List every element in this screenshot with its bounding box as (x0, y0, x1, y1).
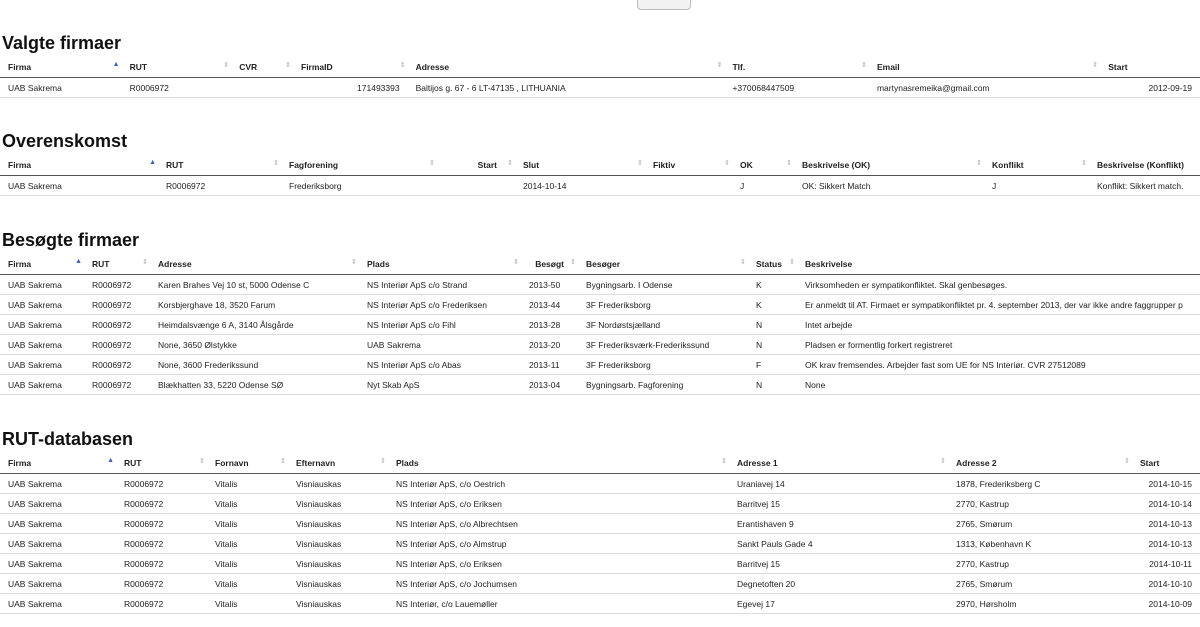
sort-icon: ⇕ (142, 259, 148, 266)
column-header-rut[interactable]: RUT ⇕ (84, 253, 150, 275)
cell-adresse-1: Barritvej 15 (729, 554, 948, 574)
cell-firma: UAB Sakrema (0, 574, 116, 594)
cell-firmaid: 171493393 (293, 78, 408, 98)
cell-adresse: Heimdalsvænge 6 A, 3140 Ålsgårde (150, 315, 359, 335)
cell-start: 2014-10-15 (1132, 474, 1200, 494)
column-header-fagforening[interactable]: Fagforening ⇕ (281, 154, 437, 176)
cell-fiktiv (645, 176, 732, 196)
column-header-efternavn[interactable]: Efternavn ⇕ (288, 452, 388, 474)
cell-plads: NS Interiør ApS c/o Strand (359, 275, 521, 295)
column-header-adresse[interactable]: Adresse ⇕ (150, 253, 359, 275)
cell-rut: R0006972 (116, 514, 207, 534)
sort-icon: ⇕ (399, 62, 406, 69)
cell-efternavn: Visniauskas (288, 494, 388, 514)
cell-adresse-1: Egevej 17 (729, 594, 948, 614)
sort-icon: ⇕ (789, 259, 795, 266)
column-header-konflikt[interactable]: Konflikt ⇕ (984, 154, 1089, 176)
table-row[interactable] (0, 554, 1200, 574)
cell-firma: UAB Sakrema (0, 474, 116, 494)
cell-rut: R0006972 (84, 315, 150, 335)
cell-rut: R0006972 (116, 574, 207, 594)
cell-besogt: 2013-44 (521, 295, 578, 315)
cell-efternavn: Visniauskas (288, 554, 388, 574)
cell-plads: NS Interiør ApS c/o Abas (359, 355, 521, 375)
cell-plads: NS Interiør ApS, c/o Eriksen (388, 494, 729, 514)
cell-fornavn: Vitalis (207, 574, 288, 594)
cell-plads: NS Interiør ApS, c/o Jochumsen (388, 574, 729, 594)
cell-firma: UAB Sakrema (0, 375, 84, 395)
cell-fornavn: Vitalis (207, 474, 288, 494)
cell-adresse: Karen Brahes Vej 10 st, 5000 Odense C (150, 275, 359, 295)
cell-beskrivelse: Virksomheden er sympatikonfliktet. Skal genbesøges. (797, 275, 1200, 295)
section-title: Valgte firmaer (2, 33, 122, 53)
column-header-rut[interactable]: RUT ⇕ (122, 56, 232, 78)
sort-asc-icon: ▲ (149, 159, 156, 166)
cell-fornavn: Vitalis (207, 514, 288, 534)
cell-plads: NS Interiør ApS c/o Frederiksen (359, 295, 521, 315)
cell-besogt: 2013-20 (521, 335, 578, 355)
cell-tlf: +370068447509 (724, 78, 869, 98)
cell-status: F (748, 355, 797, 375)
header-row (0, 154, 1200, 176)
table-row[interactable] (0, 494, 1200, 514)
cell-rut: R0006972 (84, 275, 150, 295)
sort-icon: ⇕ (637, 160, 643, 167)
cell-start: 2012-09-19 (1100, 78, 1200, 98)
table-row[interactable] (0, 534, 1200, 554)
sort-icon: ⇕ (570, 259, 576, 266)
table-row[interactable] (0, 594, 1200, 614)
cell-firma: UAB Sakrema (0, 176, 158, 196)
sort-icon: ⇕ (721, 458, 727, 465)
column-header-besogt[interactable]: Besøgt ⇕ (521, 253, 578, 275)
column-header-beskrivelse[interactable]: Beskrivelse (797, 253, 1200, 275)
table-row[interactable] (0, 335, 1200, 355)
sort-icon: ⇕ (716, 62, 723, 69)
cell-firma: UAB Sakrema (0, 534, 116, 554)
sort-icon: ⇕ (351, 259, 357, 266)
cell-plads: NS Interiør ApS, c/o Eriksen (388, 554, 729, 574)
sort-icon: ⇕ (786, 160, 792, 167)
cell-fornavn: Vitalis (207, 594, 288, 614)
cell-rut: R0006972 (84, 295, 150, 315)
table-row[interactable] (0, 355, 1200, 375)
cell-start: 2014-10-10 (1132, 574, 1200, 594)
sort-icon: ⇕ (1081, 160, 1087, 167)
table-row[interactable] (0, 574, 1200, 594)
cell-rut: R0006972 (116, 554, 207, 574)
cell-adresse-2: 1878, Frederiksberg C (948, 474, 1132, 494)
column-header-adresse-1[interactable]: Adresse 1 ⇕ (729, 452, 948, 474)
section-besogte-firmaer (0, 227, 1200, 395)
sort-icon: ⇕ (280, 458, 286, 465)
cell-rut: R0006972 (158, 176, 281, 196)
table-row[interactable] (0, 514, 1200, 534)
cell-status: N (748, 315, 797, 335)
cell-firma: UAB Sakrema (0, 355, 84, 375)
column-header-firma[interactable]: Firma ▲ (0, 253, 84, 275)
sort-icon: ⇕ (940, 458, 946, 465)
cell-efternavn: Visniauskas (288, 594, 388, 614)
column-header-adresse-2[interactable]: Adresse 2 ⇕ (948, 452, 1132, 474)
cell-rut: R0006972 (84, 355, 150, 375)
cell-plads: NS Interiør, c/o Lauemøller (388, 594, 729, 614)
cell-status: K (748, 295, 797, 315)
table-row[interactable] (0, 295, 1200, 315)
cell-besoger: 3F Frederiksværk-Frederikssund (578, 335, 748, 355)
sort-icon: ⇕ (223, 62, 230, 69)
cell-adresse-2: 1313, København K (948, 534, 1132, 554)
sort-icon: ⇕ (273, 160, 279, 167)
sort-asc-icon: ▲ (112, 61, 120, 68)
column-header-plads[interactable]: Plads ⇕ (359, 253, 521, 275)
column-header-slut[interactable]: Slut ⇕ (515, 154, 645, 176)
cell-firma: UAB Sakrema (0, 335, 84, 355)
cell-beskrivelse: OK krav fremsendes. Arbejder fast som UE for NS Interiør. CVR 27512089 (797, 355, 1200, 375)
column-header-firma[interactable]: Firma ▲ (0, 154, 158, 176)
cell-status: K (748, 275, 797, 295)
cell-rut: R0006972 (116, 534, 207, 554)
column-header-adresse[interactable]: Adresse ⇕ (408, 56, 725, 78)
cell-fornavn: Vitalis (207, 534, 288, 554)
cell-slut: 2014-10-14 (515, 176, 645, 196)
column-header-firma[interactable]: Firma ▲ (0, 452, 116, 474)
sort-icon: ⇕ (429, 160, 435, 167)
cell-adresse-2: 2765, Smørum (948, 574, 1132, 594)
cell-firma: UAB Sakrema (0, 315, 84, 335)
cell-efternavn: Visniauskas (288, 474, 388, 494)
cell-adresse-2: 2765, Smørum (948, 514, 1132, 534)
cell-besogt: 2013-28 (521, 315, 578, 335)
cell-start: 2014-10-13 (1132, 514, 1200, 534)
cell-besogt: 2013-04 (521, 375, 578, 395)
cell-efternavn: Visniauskas (288, 514, 388, 534)
cell-besoger: 3F Nordøstsjælland (578, 315, 748, 335)
cell-fornavn: Vitalis (207, 494, 288, 514)
sort-asc-icon: ▲ (75, 258, 82, 265)
cell-adresse-1: Uraniavej 14 (729, 474, 948, 494)
table-row[interactable] (0, 375, 1200, 395)
column-header-rut[interactable]: RUT ⇕ (116, 452, 207, 474)
cell-rut: R0006972 (122, 78, 232, 98)
cell-adresse: None, 3650 Ølstykke (150, 335, 359, 355)
cell-adresse-1: Erantishaven 9 (729, 514, 948, 534)
cell-adresse: Korsbjerghave 18, 3520 Farum (150, 295, 359, 315)
cell-beskrivelse-ok: OK: Sikkert Match (794, 176, 984, 196)
cell-status: N (748, 335, 797, 355)
cell-firma: UAB Sakrema (0, 275, 84, 295)
column-header-firmaid[interactable]: FirmaID ⇕ (293, 56, 408, 78)
cell-efternavn: Visniauskas (288, 534, 388, 554)
cell-adresse-1: Degnetoften 20 (729, 574, 948, 594)
cell-plads: NS Interiør ApS, c/o Albrechtsen (388, 514, 729, 534)
cell-efternavn: Visniauskas (288, 574, 388, 594)
cell-besoger: 3F Frederiksborg (578, 295, 748, 315)
cell-status: N (748, 375, 797, 395)
cell-rut: R0006972 (84, 375, 150, 395)
table-row[interactable] (0, 474, 1200, 494)
cell-rut: R0006972 (116, 474, 207, 494)
cell-plads: NS Interiør ApS, c/o Oestrich (388, 474, 729, 494)
cell-beskrivelse: Pladsen er formentlig forkert registreret (797, 335, 1200, 355)
column-header-plads[interactable]: Plads ⇕ (388, 452, 729, 474)
cell-plads: NS Interiør ApS, c/o Almstrup (388, 534, 729, 554)
sort-icon: ⇕ (976, 160, 982, 167)
section-title: Besøgte firmaer (2, 230, 140, 250)
cell-rut: R0006972 (116, 494, 207, 514)
cell-start: 2014-10-13 (1132, 534, 1200, 554)
top-button[interactable] (637, 0, 691, 10)
cell-ok: J (732, 176, 794, 196)
sort-icon: ⇕ (1124, 458, 1130, 465)
sort-icon: ⇕ (285, 62, 291, 69)
cell-adresse: Baltijos g. 67 - 6 LT-47135 , LITHUANIA (408, 78, 725, 98)
column-header-besoger[interactable]: Besøger ⇕ (578, 253, 748, 275)
cell-besoger: Bygningsarb. I Odense (578, 275, 748, 295)
cell-start: 2014-10-14 (1132, 494, 1200, 514)
header-row (0, 253, 1200, 275)
column-header-start[interactable]: Start (1100, 56, 1200, 78)
header-row (0, 56, 1200, 78)
cell-konflikt: J (984, 176, 1089, 196)
section-rut-databasen (0, 426, 1200, 614)
sort-icon: ⇕ (1092, 62, 1099, 69)
valgte-firmaer-table (0, 56, 1200, 98)
cell-adresse-2: 2970, Hørsholm (948, 594, 1132, 614)
cell-plads: UAB Sakrema (359, 335, 521, 355)
column-header-firma[interactable]: Firma ▲ (0, 56, 122, 78)
sort-icon: ⇕ (513, 259, 519, 266)
cell-adresse-1: Sankt Pauls Gade 4 (729, 534, 948, 554)
cell-fagforening: Frederiksborg (281, 176, 437, 196)
column-header-email[interactable]: Email ⇕ (869, 56, 1100, 78)
table-row[interactable] (0, 275, 1200, 295)
cell-beskrivelse-konflikt: Konflikt: Sikkert match. (1089, 176, 1200, 196)
column-header-beskrivelse-konflikt[interactable]: Beskrivelse (Konflikt) (1089, 154, 1200, 176)
cell-firma: UAB Sakrema (0, 78, 122, 98)
cell-firma: UAB Sakrema (0, 295, 84, 315)
cell-cvr (231, 78, 293, 98)
sort-icon: ⇕ (507, 160, 513, 167)
cell-beskrivelse: Er anmeldt til AT. Firmaet er sympatikonfliktet pr. 4. september 2013, der var ikke andre faggrupper p (797, 295, 1200, 315)
cell-firma: UAB Sakrema (0, 554, 116, 574)
column-header-beskrivelse-ok[interactable]: Beskrivelse (OK) ⇕ (794, 154, 984, 176)
cell-adresse: Blækhatten 33, 5220 Odense SØ (150, 375, 359, 395)
column-header-ok[interactable]: OK ⇕ (732, 154, 794, 176)
cell-firma: UAB Sakrema (0, 494, 116, 514)
besogte-firmaer-table (0, 253, 1200, 395)
cell-besoger: Bygningsarb. Fagforening (578, 375, 748, 395)
section-title: RUT-databasen (2, 429, 134, 449)
cell-rut: R0006972 (84, 335, 150, 355)
section-overenskomst (0, 128, 1200, 196)
cell-besogt: 2013-50 (521, 275, 578, 295)
table-row[interactable] (0, 78, 1200, 98)
column-header-cvr[interactable]: CVR ⇕ (231, 56, 293, 78)
cell-start: 2014-10-11 (1132, 554, 1200, 574)
column-header-fiktiv[interactable]: Fiktiv ⇕ (645, 154, 732, 176)
table-row[interactable] (0, 176, 1200, 196)
section-valgte-firmaer (0, 30, 1200, 98)
sort-icon: ⇕ (199, 458, 205, 465)
cell-fornavn: Vitalis (207, 554, 288, 574)
column-header-fornavn[interactable]: Fornavn ⇕ (207, 452, 288, 474)
cell-firma: UAB Sakrema (0, 514, 116, 534)
column-header-start[interactable]: Start (1132, 452, 1200, 474)
cell-adresse-2: 2770, Kastrup (948, 494, 1132, 514)
sort-icon: ⇕ (740, 259, 746, 266)
sort-asc-icon: ▲ (107, 457, 114, 464)
column-header-status[interactable]: Status ⇕ (748, 253, 797, 275)
column-header-tlf[interactable]: Tlf. ⇕ (724, 56, 869, 78)
sort-icon: ⇕ (380, 458, 386, 465)
section-title: Overenskomst (2, 131, 128, 151)
cell-besoger: 3F Frederiksborg (578, 355, 748, 375)
cell-email: martynasremeika@gmail.com (869, 78, 1100, 98)
cell-adresse-2: 2770, Kastrup (948, 554, 1132, 574)
column-header-rut[interactable]: RUT ⇕ (158, 154, 281, 176)
column-header-start[interactable]: Start ⇕ (437, 154, 515, 176)
table-row[interactable] (0, 315, 1200, 335)
cell-adresse-1: Barritvej 15 (729, 494, 948, 514)
cell-start (437, 176, 515, 196)
header-row (0, 452, 1200, 474)
rut-databasen-table (0, 452, 1200, 614)
cell-plads: Nyt Skab ApS (359, 375, 521, 395)
cell-start: 2014-10-09 (1132, 594, 1200, 614)
overenskomst-table (0, 154, 1200, 196)
cell-beskrivelse: Intet arbejde (797, 315, 1200, 335)
cell-plads: NS Interiør ApS c/o Fihl (359, 315, 521, 335)
cell-adresse: None, 3600 Frederikssund (150, 355, 359, 375)
cell-besogt: 2013-11 (521, 355, 578, 375)
sort-icon: ⇕ (724, 160, 730, 167)
sort-icon: ⇕ (861, 62, 867, 69)
cell-firma: UAB Sakrema (0, 594, 116, 614)
cell-beskrivelse: None (797, 375, 1200, 395)
cell-rut: R0006972 (116, 594, 207, 614)
